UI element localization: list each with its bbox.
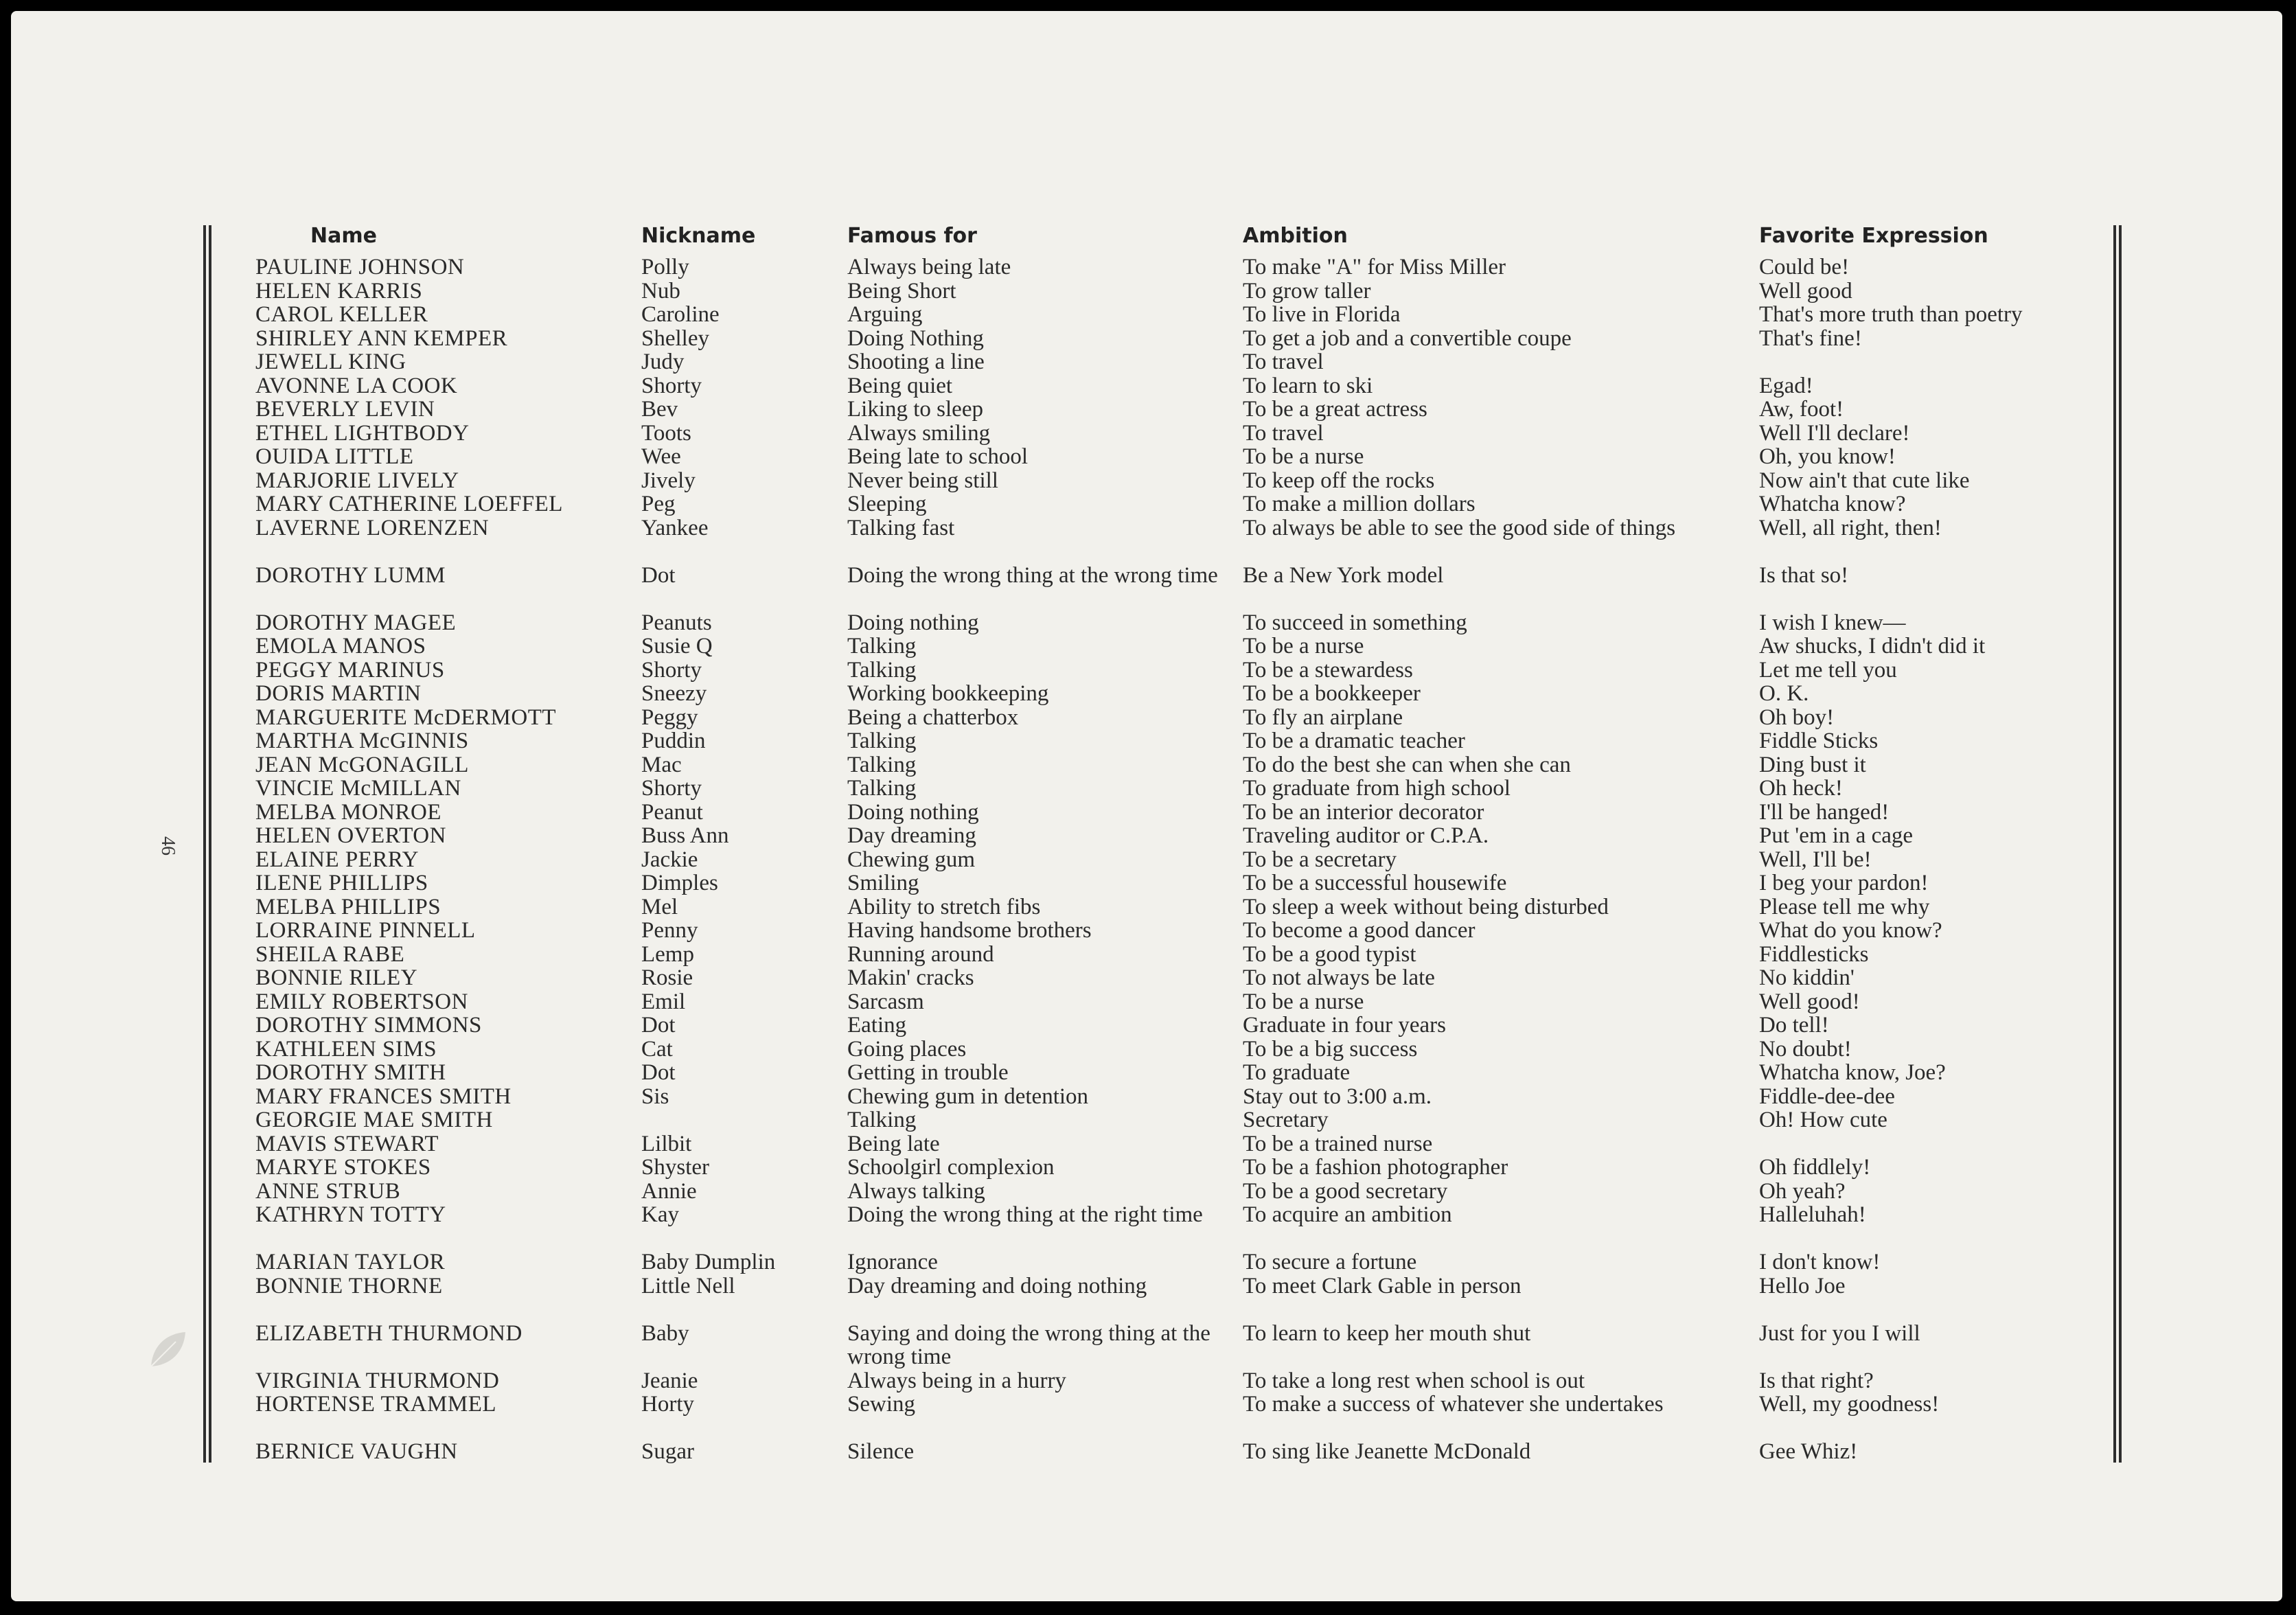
table-row bbox=[251, 990, 2105, 1014]
row-ambition: To sing like Jeanette McDonald bbox=[1243, 1439, 1531, 1464]
row-favorite-expression: Well I'll declare! bbox=[1759, 420, 1910, 446]
row-name: ETHEL LIGHTBODY bbox=[255, 420, 470, 446]
row-nickname: Dimples bbox=[641, 871, 718, 895]
table-body bbox=[251, 255, 2105, 1464]
row-nickname: Jively bbox=[641, 468, 696, 493]
row-nickname: Annie bbox=[641, 1178, 697, 1204]
table-row bbox=[251, 611, 2105, 635]
row-name: VIRGINIA THURMOND bbox=[255, 1368, 500, 1393]
row-famous-for: Ability to stretch fibs bbox=[847, 894, 1041, 919]
row-favorite-expression: Halleluhah! bbox=[1759, 1202, 1866, 1227]
row-name: EMILY ROBERTSON bbox=[255, 989, 468, 1014]
row-name: DOROTHY MAGEE bbox=[255, 610, 457, 635]
header-favorite-expression: Favorite Expression bbox=[1759, 224, 1988, 248]
row-ambition: To become a good dancer bbox=[1243, 918, 1476, 943]
table-row bbox=[251, 943, 2105, 967]
row-nickname: Buss Ann bbox=[641, 823, 729, 848]
row-ambition: To fly an airplane bbox=[1243, 705, 1403, 730]
row-favorite-expression: Well good bbox=[1759, 278, 1852, 303]
table-row bbox=[251, 1250, 2105, 1274]
row-famous-for: Arguing bbox=[847, 302, 923, 327]
row-ambition: To be a nurse bbox=[1243, 444, 1364, 469]
row-ambition: To be a good typist bbox=[1243, 941, 1416, 967]
row-famous-for: Getting in trouble bbox=[847, 1060, 1009, 1085]
row-name: ELAINE PERRY bbox=[255, 847, 419, 872]
row-famous-for: Saying and doing the wrong thing at the wrong time bbox=[847, 1320, 1210, 1369]
row-ambition: To be an interior decorator bbox=[1243, 799, 1484, 825]
table-row bbox=[251, 1085, 2105, 1109]
row-name: MARY FRANCES SMITH bbox=[255, 1084, 512, 1109]
left-double-rule bbox=[203, 225, 211, 1463]
row-name: MARGUERITE McDERMOTT bbox=[255, 705, 557, 730]
row-name: ELIZABETH THURMOND bbox=[255, 1320, 523, 1346]
row-favorite-expression: Hello Joe bbox=[1759, 1273, 1846, 1298]
row-famous-for: Eating bbox=[847, 1013, 907, 1038]
row-name: PEGGY MARINUS bbox=[255, 657, 445, 683]
table-row bbox=[251, 279, 2105, 303]
row-nickname: Sneezy bbox=[641, 681, 707, 706]
row-famous-for: Ignorance bbox=[847, 1250, 938, 1274]
row-famous-for: Being Short bbox=[847, 278, 956, 303]
row-nickname: Peanuts bbox=[641, 610, 712, 635]
row-famous-for: Having handsome brothers bbox=[847, 918, 1092, 943]
row-famous-for: Silence bbox=[847, 1439, 915, 1464]
row-ambition: To keep off the rocks bbox=[1243, 468, 1435, 493]
table-row bbox=[251, 445, 2105, 469]
row-name: DOROTHY SMITH bbox=[255, 1060, 446, 1085]
row-ambition: Graduate in four years bbox=[1243, 1013, 1446, 1038]
row-ambition: Secretary bbox=[1243, 1108, 1329, 1132]
row-nickname: Shorty bbox=[641, 657, 702, 683]
row-famous-for: Doing Nothing bbox=[847, 325, 984, 351]
row-name: SHEILA RABE bbox=[255, 941, 405, 967]
row-famous-for: Always talking bbox=[847, 1178, 985, 1204]
row-famous-for: Doing nothing bbox=[847, 610, 979, 635]
table-row bbox=[251, 824, 2105, 848]
row-favorite-expression: Gee Whiz! bbox=[1759, 1439, 1858, 1464]
table-row bbox=[251, 895, 2105, 919]
row-name: JEWELL KING bbox=[255, 350, 406, 374]
row-famous-for: Going places bbox=[847, 1036, 967, 1062]
row-ambition: To be a good secretary bbox=[1243, 1178, 1448, 1204]
row-name: LORRAINE PINNELL bbox=[255, 918, 476, 943]
row-ambition: To acquire an ambition bbox=[1243, 1202, 1452, 1227]
row-favorite-expression: Egad! bbox=[1759, 373, 1813, 398]
table-row bbox=[251, 1180, 2105, 1204]
row-famous-for: Being quiet bbox=[847, 373, 953, 398]
row-nickname: Shyster bbox=[641, 1155, 709, 1180]
row-favorite-expression: I'll be hanged! bbox=[1759, 799, 1890, 825]
yearbook-page bbox=[11, 11, 2282, 1601]
row-nickname: Judy bbox=[641, 350, 685, 374]
row-nickname: Toots bbox=[641, 420, 691, 446]
row-name: BONNIE RILEY bbox=[255, 965, 418, 990]
table-row bbox=[251, 1274, 2105, 1322]
row-nickname: Horty bbox=[641, 1392, 694, 1417]
row-ambition: To sleep a week without being disturbed bbox=[1243, 894, 1609, 919]
row-name: HORTENSE TRAMMEL bbox=[255, 1392, 497, 1417]
table-row bbox=[251, 682, 2105, 706]
table-row bbox=[251, 469, 2105, 493]
row-famous-for: Smiling bbox=[847, 871, 919, 895]
row-favorite-expression: Well, my goodness! bbox=[1759, 1392, 1940, 1417]
table-row bbox=[251, 634, 2105, 658]
row-ambition: To graduate bbox=[1243, 1060, 1351, 1085]
row-ambition: To get a job and a convertible coupe bbox=[1243, 325, 1572, 351]
row-famous-for: Chewing gum bbox=[847, 847, 976, 872]
row-favorite-expression: Just for you I will bbox=[1759, 1320, 1920, 1346]
row-ambition: To be a stewardess bbox=[1243, 657, 1413, 683]
row-name: JEAN McGONAGILL bbox=[255, 752, 469, 777]
row-nickname: Caroline bbox=[641, 302, 720, 327]
row-favorite-expression: Oh, you know! bbox=[1759, 444, 1896, 469]
table-row bbox=[251, 706, 2105, 730]
row-ambition: To succeed in something bbox=[1243, 610, 1467, 635]
row-famous-for: Working bookkeeping bbox=[847, 681, 1049, 706]
table-row bbox=[251, 1061, 2105, 1085]
row-famous-for: Running around bbox=[847, 941, 994, 967]
row-name: EMOLA MANOS bbox=[255, 634, 426, 658]
row-famous-for: Never being still bbox=[847, 468, 998, 493]
table-row bbox=[251, 1108, 2105, 1132]
row-famous-for: Schoolgirl complexion bbox=[847, 1155, 1055, 1180]
row-ambition: To graduate from high school bbox=[1243, 776, 1511, 801]
row-nickname: Little Nell bbox=[641, 1273, 735, 1298]
header-ambition: Ambition bbox=[1243, 224, 1348, 248]
row-name: DOROTHY SIMMONS bbox=[255, 1013, 482, 1038]
row-favorite-expression: That's fine! bbox=[1759, 325, 1862, 351]
row-famous-for: Doing the wrong thing at the wrong time bbox=[847, 562, 1218, 588]
leaf-icon bbox=[146, 1328, 190, 1372]
row-favorite-expression: O. K. bbox=[1759, 681, 1809, 706]
row-favorite-expression: No kiddin' bbox=[1759, 965, 1855, 990]
row-famous-for: Sarcasm bbox=[847, 989, 924, 1014]
row-ambition: To grow taller bbox=[1243, 278, 1371, 303]
row-ambition: To not always be late bbox=[1243, 965, 1435, 990]
row-nickname: Jackie bbox=[641, 847, 698, 872]
row-nickname: Dot bbox=[641, 1013, 676, 1038]
table-row bbox=[251, 1393, 2105, 1440]
row-ambition: To be a big success bbox=[1243, 1036, 1418, 1062]
row-name: MAVIS STEWART bbox=[255, 1131, 439, 1156]
row-favorite-expression: Well, I'll be! bbox=[1759, 847, 1872, 872]
row-famous-for: Talking bbox=[847, 752, 917, 777]
row-nickname: Lilbit bbox=[641, 1131, 692, 1156]
row-nickname: Dot bbox=[641, 1060, 676, 1085]
row-nickname: Bev bbox=[641, 397, 678, 422]
table-row bbox=[251, 398, 2105, 422]
row-famous-for: Day dreaming and doing nothing bbox=[847, 1273, 1147, 1298]
row-ambition: To be a nurse bbox=[1243, 989, 1364, 1014]
table-row bbox=[251, 1369, 2105, 1393]
row-nickname: Peg bbox=[641, 492, 676, 516]
table-row bbox=[251, 374, 2105, 398]
row-name: GEORGIE MAE SMITH bbox=[255, 1108, 493, 1132]
row-name: KATHRYN TOTTY bbox=[255, 1202, 446, 1227]
row-ambition: To be a bookkeeper bbox=[1243, 681, 1421, 706]
row-nickname: Peggy bbox=[641, 705, 698, 730]
table-row bbox=[251, 1322, 2105, 1369]
header-name: Name bbox=[310, 224, 377, 248]
row-famous-for: Being late to school bbox=[847, 444, 1029, 469]
row-name: VINCIE McMILLAN bbox=[255, 776, 461, 801]
row-ambition: To be a trained nurse bbox=[1243, 1131, 1433, 1156]
row-ambition: Traveling auditor or C.P.A. bbox=[1243, 823, 1489, 848]
table-row bbox=[251, 658, 2105, 683]
row-nickname: Emil bbox=[641, 989, 686, 1014]
row-nickname: Kay bbox=[641, 1202, 679, 1227]
table-row bbox=[251, 1440, 2105, 1464]
row-ambition: To be a great actress bbox=[1243, 397, 1427, 422]
senior-roster-table bbox=[251, 221, 2105, 1464]
row-famous-for: Doing the wrong thing at the right time bbox=[847, 1202, 1203, 1227]
row-name: BONNIE THORNE bbox=[255, 1273, 443, 1298]
row-favorite-expression: Fiddle-dee-dee bbox=[1759, 1084, 1895, 1109]
table-row bbox=[251, 255, 2105, 279]
row-nickname: Yankee bbox=[641, 515, 709, 540]
row-ambition: To be a nurse bbox=[1243, 634, 1364, 658]
row-ambition: To be a successful housewife bbox=[1243, 871, 1507, 895]
row-nickname: Polly bbox=[641, 255, 689, 279]
row-nickname: Puddin bbox=[641, 729, 706, 753]
row-favorite-expression: Aw, foot! bbox=[1759, 397, 1844, 422]
row-favorite-expression: Put 'em in a cage bbox=[1759, 823, 1914, 848]
row-favorite-expression: No doubt! bbox=[1759, 1036, 1852, 1062]
table-header bbox=[251, 221, 2105, 255]
header-famous-for: Famous for bbox=[847, 224, 977, 248]
row-ambition: To live in Florida bbox=[1243, 302, 1401, 327]
row-name: MARY CATHERINE LOEFFEL bbox=[255, 492, 563, 516]
row-ambition: To be a dramatic teacher bbox=[1243, 729, 1465, 753]
row-favorite-expression: Whatcha know, Joe? bbox=[1759, 1060, 1946, 1085]
table-row bbox=[251, 919, 2105, 943]
row-famous-for: Always smiling bbox=[847, 420, 991, 446]
row-famous-for: Talking fast bbox=[847, 515, 955, 540]
table-row bbox=[251, 1013, 2105, 1038]
row-nickname: Mac bbox=[641, 752, 682, 777]
row-nickname: Shorty bbox=[641, 373, 702, 398]
table-row bbox=[251, 303, 2105, 327]
row-favorite-expression: Oh yeah? bbox=[1759, 1178, 1846, 1204]
row-famous-for: Always being late bbox=[847, 255, 1011, 279]
row-name: MARIAN TAYLOR bbox=[255, 1250, 446, 1274]
row-ambition: To travel bbox=[1243, 350, 1324, 374]
row-name: BERNICE VAUGHN bbox=[255, 1439, 458, 1464]
row-ambition: To always be able to see the good side of things bbox=[1243, 515, 1676, 540]
row-favorite-expression: Well good! bbox=[1759, 989, 1860, 1014]
table-row bbox=[251, 871, 2105, 895]
row-name: MARJORIE LIVELY bbox=[255, 468, 459, 493]
row-ambition: Be a New York model bbox=[1243, 562, 1444, 588]
row-famous-for: Chewing gum in detention bbox=[847, 1084, 1089, 1109]
row-nickname: Wee bbox=[641, 444, 681, 469]
table-row bbox=[251, 1132, 2105, 1156]
row-famous-for: Liking to sleep bbox=[847, 397, 983, 422]
row-ambition: To be a fashion photographer bbox=[1243, 1155, 1508, 1180]
row-nickname: Rosie bbox=[641, 965, 693, 990]
row-famous-for: Being a chatterbox bbox=[847, 705, 1019, 730]
row-favorite-expression: Whatcha know? bbox=[1759, 492, 1906, 516]
table-row bbox=[251, 966, 2105, 990]
row-favorite-expression: What do you know? bbox=[1759, 918, 1942, 943]
row-famous-for: Always being in a hurry bbox=[847, 1368, 1066, 1393]
row-name: OUIDA LITTLE bbox=[255, 444, 414, 469]
row-favorite-expression: I beg your pardon! bbox=[1759, 871, 1929, 895]
row-name: SHIRLEY ANN KEMPER bbox=[255, 325, 508, 351]
row-nickname: Mel bbox=[641, 894, 678, 919]
row-nickname: Peanut bbox=[641, 799, 703, 825]
row-ambition: To make a million dollars bbox=[1243, 492, 1476, 516]
row-name: MELBA MONROE bbox=[255, 799, 441, 825]
row-name: MARYE STOKES bbox=[255, 1155, 431, 1180]
row-favorite-expression: Fiddlesticks bbox=[1759, 941, 1869, 967]
row-nickname: Jeanie bbox=[641, 1368, 698, 1393]
table-row bbox=[251, 516, 2105, 564]
row-favorite-expression: Oh boy! bbox=[1759, 705, 1835, 730]
row-nickname: Shelley bbox=[641, 325, 709, 351]
row-favorite-expression: Could be! bbox=[1759, 255, 1850, 279]
row-favorite-expression: Now ain't that cute like bbox=[1759, 468, 1970, 493]
row-favorite-expression: Oh! How cute bbox=[1759, 1108, 1887, 1132]
table-row bbox=[251, 848, 2105, 872]
row-nickname: Sugar bbox=[641, 1439, 694, 1464]
table-row bbox=[251, 564, 2105, 611]
row-name: HELEN OVERTON bbox=[255, 823, 446, 848]
row-ambition: To make "A" for Miss Miller bbox=[1243, 255, 1506, 279]
row-nickname: Shorty bbox=[641, 776, 702, 801]
row-famous-for: Talking bbox=[847, 776, 917, 801]
row-name: LAVERNE LORENZEN bbox=[255, 515, 490, 540]
page-number: 46 bbox=[157, 836, 179, 856]
row-famous-for: Talking bbox=[847, 729, 917, 753]
row-favorite-expression: Is that so! bbox=[1759, 562, 1849, 588]
row-famous-for: Makin' cracks bbox=[847, 965, 974, 990]
row-famous-for: Talking bbox=[847, 657, 917, 683]
row-favorite-expression: I don't know! bbox=[1759, 1250, 1881, 1274]
table-row bbox=[251, 1038, 2105, 1062]
row-nickname: Dot bbox=[641, 562, 676, 588]
table-row bbox=[251, 1156, 2105, 1180]
row-favorite-expression: Oh fiddlely! bbox=[1759, 1155, 1871, 1180]
row-name: CAROL KELLER bbox=[255, 302, 428, 327]
row-favorite-expression: Is that right? bbox=[1759, 1368, 1874, 1393]
row-nickname: Baby Dumplin bbox=[641, 1250, 776, 1274]
row-ambition: To do the best she can when she can bbox=[1243, 752, 1571, 777]
table-row bbox=[251, 327, 2105, 351]
row-nickname: Susie Q bbox=[641, 634, 713, 658]
row-famous-for: Shooting a line bbox=[847, 350, 985, 374]
table-row bbox=[251, 1203, 2105, 1250]
row-famous-for: Being late bbox=[847, 1131, 940, 1156]
row-favorite-expression: Oh heck! bbox=[1759, 776, 1843, 801]
row-name: PAULINE JOHNSON bbox=[255, 255, 465, 279]
row-name: ILENE PHILLIPS bbox=[255, 871, 428, 895]
row-nickname: Lemp bbox=[641, 941, 694, 967]
row-name: ANNE STRUB bbox=[255, 1178, 401, 1204]
row-ambition: To learn to keep her mouth shut bbox=[1243, 1320, 1531, 1346]
row-famous-for: Talking bbox=[847, 634, 917, 658]
row-ambition: To be a secretary bbox=[1243, 847, 1397, 872]
row-favorite-expression: Ding bust it bbox=[1759, 752, 1866, 777]
table-row bbox=[251, 492, 2105, 516]
row-favorite-expression: Let me tell you bbox=[1759, 657, 1897, 683]
row-name: DOROTHY LUMM bbox=[255, 562, 446, 588]
row-favorite-expression: Please tell me why bbox=[1759, 894, 1930, 919]
row-famous-for: Day dreaming bbox=[847, 823, 976, 848]
row-ambition: To travel bbox=[1243, 420, 1324, 446]
row-ambition: To learn to ski bbox=[1243, 373, 1373, 398]
row-ambition: To make a success of whatever she undertakes bbox=[1243, 1392, 1664, 1417]
row-name: DORIS MARTIN bbox=[255, 681, 422, 706]
row-favorite-expression: Aw shucks, I didn't did it bbox=[1759, 634, 1986, 658]
row-favorite-expression: Fiddle Sticks bbox=[1759, 729, 1879, 753]
row-favorite-expression: Do tell! bbox=[1759, 1013, 1829, 1038]
table-row bbox=[251, 350, 2105, 374]
row-nickname: Penny bbox=[641, 918, 698, 943]
row-famous-for: Sleeping bbox=[847, 492, 927, 516]
row-name: AVONNE LA COOK bbox=[255, 373, 458, 398]
row-famous-for: Talking bbox=[847, 1108, 917, 1132]
header-nickname: Nickname bbox=[641, 224, 756, 248]
row-ambition: To secure a fortune bbox=[1243, 1250, 1417, 1274]
row-famous-for: Sewing bbox=[847, 1392, 915, 1417]
table-row bbox=[251, 777, 2105, 801]
row-name: HELEN KARRIS bbox=[255, 278, 423, 303]
table-row bbox=[251, 753, 2105, 777]
row-name: BEVERLY LEVIN bbox=[255, 397, 435, 422]
row-nickname: Sis bbox=[641, 1084, 669, 1109]
row-name: KATHLEEN SIMS bbox=[255, 1036, 437, 1062]
row-nickname: Cat bbox=[641, 1036, 673, 1062]
row-name: MARTHA McGINNIS bbox=[255, 729, 469, 753]
row-favorite-expression: That's more truth than poetry bbox=[1759, 302, 2023, 327]
row-favorite-expression: Well, all right, then! bbox=[1759, 515, 1942, 540]
row-ambition: Stay out to 3:00 a.m. bbox=[1243, 1084, 1432, 1109]
table-row bbox=[251, 422, 2105, 446]
row-favorite-expression: I wish I knew— bbox=[1759, 610, 1906, 635]
table-row bbox=[251, 729, 2105, 753]
row-famous-for: Doing nothing bbox=[847, 799, 979, 825]
table-row bbox=[251, 801, 2105, 825]
row-nickname: Baby bbox=[641, 1320, 689, 1346]
row-nickname: Nub bbox=[641, 278, 680, 303]
row-name: MELBA PHILLIPS bbox=[255, 894, 441, 919]
row-ambition: To take a long rest when school is out bbox=[1243, 1368, 1585, 1393]
row-ambition: To meet Clark Gable in person bbox=[1243, 1273, 1522, 1298]
